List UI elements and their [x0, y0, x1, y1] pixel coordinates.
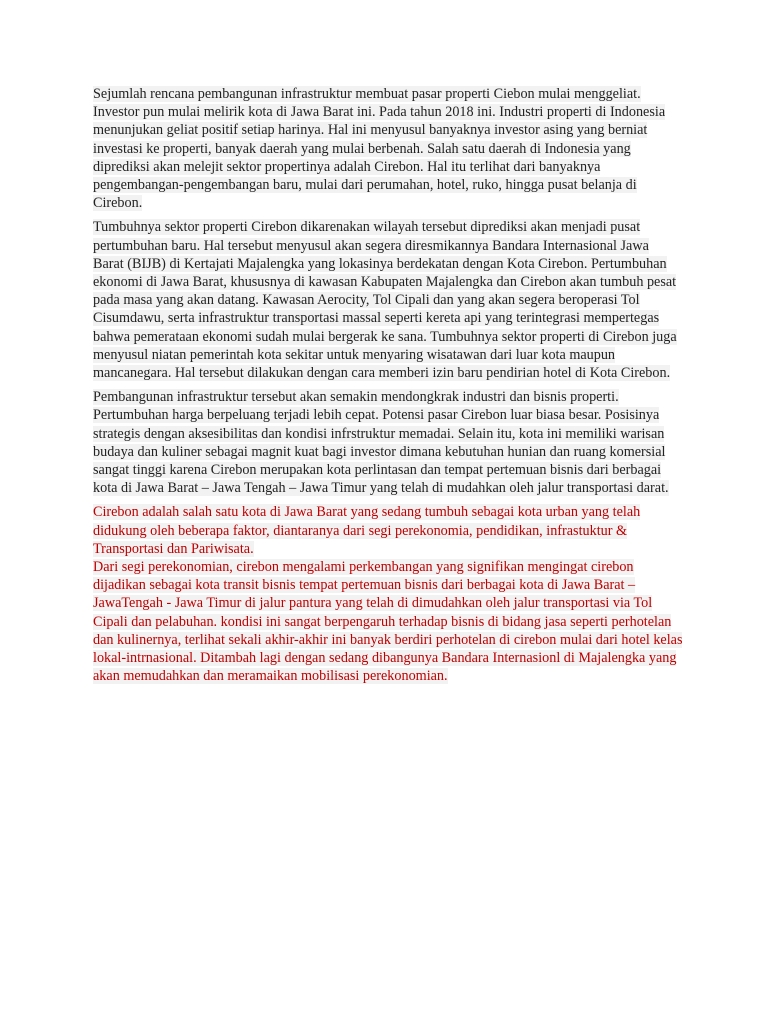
paragraph-infrastructure	[93, 388, 683, 497]
document-page	[93, 85, 683, 686]
paragraph-infrastructure-text: Pembangunan infrastruktur tersebut akan semakin mendongkrak industri dan bisnis properti. Pertumbuhan harga berpeluang terjadi lebih cepat. Potensi pasar Cirebon luar biasa besar. Posisinya strategis dengan aksesibilitas dan kondisi infrstruktur memadai. Selain itu, kota ini memiliki warisan budaya dan kuliner sebagai magnit kuat bagi investor dimana kebutuhan hunian dan ruang komersial sangat tinggi karena Cirebon merupakan kota perlintasan dan tempat pertemuan bisnis dari berbagai kota di Jawa Barat – Jawa Tengah – Jawa Timur yang telah di mudahkan oleh jalur transportasi darat.	[93, 389, 669, 497]
paragraph-intro-text: Sejumlah rencana pembangunan infrastruktur membuat pasar properti Ciebon mulai menggeliat. Investor pun mulai melirik kota di Jawa Barat ini. Pada tahun 2018 ini. Industri properti di Indonesia menunjukan geliat positif setiap harinya. Hal ini menyusul banyaknya investor asing yang berniat investasi ke properti, banyak daerah yang mulai berbenah. Salah satu daerah di Indonesia yang diprediksi akan melejit sektor propertinya adalah Cirebon. Hal itu terlihat dari banyaknya pengembangan-pengembangan baru, mulai dari perumahan, hotel, ruko, hingga pusat belanja di Cirebon.	[93, 86, 666, 212]
paragraph-intro	[93, 85, 683, 212]
paragraph-red-economy	[93, 558, 683, 685]
paragraph-red-economy-text: Dari segi perekonomian, cirebon mengalami perkembangan yang signifikan mengingat cirebon dijadikan sebagai kota transit bisnis tempat pertemuan bisnis dari berbagai kota di Jawa Barat – JawaTengah - Jawa Timur di jalur pantura yang telah di dimudahkan oleh jalur transportasi via Tol Cipali dan pelabuhan. kondisi ini sangat berpengaruh terhadap bisnis di bidang jasa seperti perhotelan dan kulinernya, terlihat sekali akhir-akhir ini banyak berdiri perhotelan di cirebon mulai dari hotel kelas lokal-intrnasional. Ditambah lagi dengan sedang dibangunya Bandara Internasionl di Majalengka yang akan memudahkan dan meramaikan mobilisasi perekonomian.	[93, 559, 683, 685]
paragraph-growth-text: Tumbuhnya sektor properti Cirebon dikarenakan wilayah tersebut diprediksi akan menjadi pusat pertumbuhan baru. Hal tersebut menyusul akan segera diresmikannya Bandara Internasional Jawa Barat (BIJB) di Kertajati Majalengka yang lokasinya berdekatan dengan Kota Cirebon. Pertumbuhan ekonomi di Jawa Barat, khususnya di kawasan Kabupaten Majalengka dan Cirebon akan tumbuh pesat pada masa yang akan datang. Kawasan Aerocity, Tol Cipali dan yang akan segera beroperasi Tol Cisumdawu, serta infrastruktur transportasi massal seperti kereta api yang terintegrasi mempertegas bahwa pemerataan ekonomi sudah mulai bergerak ke sana. Tumbuhnya sektor properti di Cirebon juga menyusul niatan pemerintah kota sekitar untuk menyaring wisatawan dari luar kota maupun mancanegara. Hal tersebut dilakukan dengan cara memberi izin baru pendirian hotel di Kota Cirebon.	[93, 219, 677, 382]
paragraph-growth	[93, 218, 683, 382]
paragraph-red-urban-text: Cirebon adalah salah satu kota di Jawa Barat yang sedang tumbuh sebagai kota urban yang telah didukung oleh beberapa faktor, diantaranya dari segi perekonomia, pendidikan, infrastuktur & Transportasi dan Pariwisata.	[93, 504, 641, 557]
paragraph-red-urban	[93, 503, 683, 558]
